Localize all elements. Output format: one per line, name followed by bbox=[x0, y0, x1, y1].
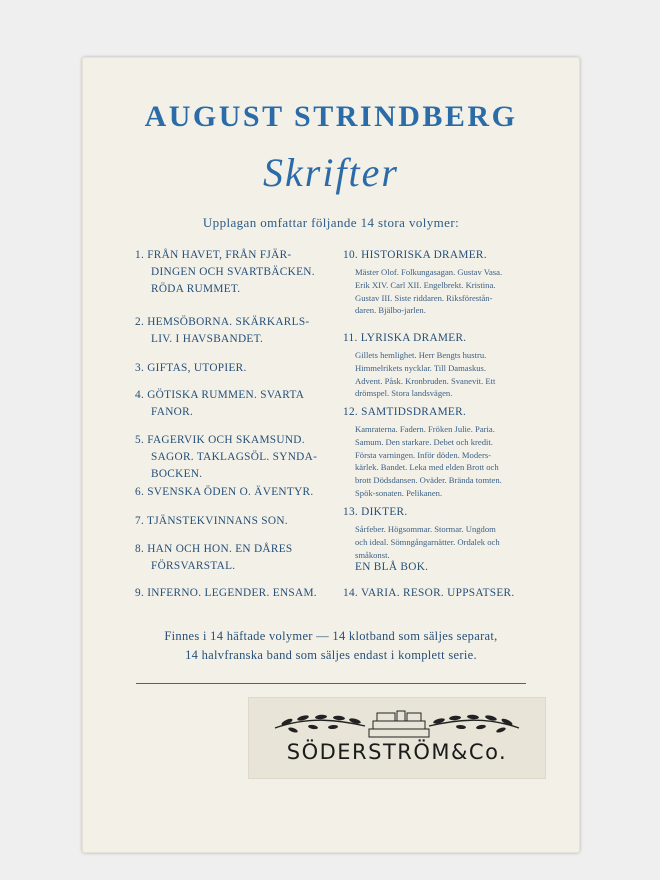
volume-title-line: FÖRSVARSTAL. bbox=[151, 560, 236, 572]
book-back-cover bbox=[82, 57, 580, 853]
edition-info-line: 14 halvfranska band som säljes endast i komplett serie. bbox=[185, 648, 477, 662]
volume-item bbox=[135, 513, 330, 530]
volume-title-line: 9. INFERNO. LEGENDER. ENSAM. bbox=[135, 587, 317, 599]
volume-item bbox=[135, 432, 330, 483]
volume-title-line: 1. FRÅN HAVET, FRÅN FJÄR- bbox=[135, 249, 292, 261]
edition-info bbox=[82, 627, 580, 665]
volume-contents bbox=[355, 266, 529, 317]
contents-line: Gillets hemlighet. Herr Bengts hustru. bbox=[355, 350, 487, 360]
intro-text: Upplagan omfattar följande 14 stora volymer: bbox=[202, 215, 460, 230]
volume-item bbox=[339, 330, 529, 400]
contents-line: Himmelrikets nycklar. Till Damaskus. bbox=[355, 362, 487, 373]
contents-line: kärlek. Bandet. Leka med elden Brott och bbox=[355, 462, 499, 473]
volume-item bbox=[135, 387, 330, 421]
volume-title-line: 3. GIFTAS, UTOPIER. bbox=[135, 362, 247, 374]
books-laurel-icon bbox=[269, 706, 525, 740]
contents-line: Gustav III. Siste riddaren. Riksförestån- bbox=[355, 292, 493, 303]
volume-title-line: 2. HEMSÖBORNA. SKÄRKARLS- bbox=[135, 316, 310, 328]
volume-item bbox=[135, 360, 330, 377]
volume-item bbox=[135, 585, 330, 602]
volume-item bbox=[339, 504, 529, 561]
series-title: Skrifter bbox=[263, 150, 399, 195]
volume-title: 12. SAMTIDSDRAMER. bbox=[343, 406, 467, 418]
contents-line: Spök-sonaten. Pelikanen. bbox=[355, 487, 443, 498]
volume-item bbox=[339, 559, 529, 576]
volume-title: 14. VARIA. RESOR. UPPSATSER. bbox=[343, 587, 515, 599]
volume-title-line: 6. SVENSKA ÖDEN O. ÄVENTYR. bbox=[135, 486, 314, 498]
contents-line: och ideal. Sömngångarnätter. Ordalek och bbox=[355, 536, 500, 547]
volume-title-line: SAGOR. TAKLAGSÖL. SYNDA- bbox=[151, 451, 318, 463]
volume-item bbox=[135, 247, 330, 298]
volume-title-line: LIV. I HAVSBANDET. bbox=[151, 333, 264, 345]
volume-item bbox=[135, 314, 330, 348]
volume-title-line: 4. GÖTISKA RUMMEN. SVARTA bbox=[135, 389, 305, 401]
volume-title-line: RÖDA RUMMET. bbox=[151, 283, 241, 295]
contents-line: daren. Bjälbo-jarlen. bbox=[355, 305, 426, 316]
volume-title: 13. DIKTER. bbox=[343, 506, 408, 518]
volume-title-line: DINGEN OCH SVARTBÄCKEN. bbox=[151, 266, 315, 278]
contents-line: Mäster Olof. Folkungasagan. Gustav Vasa. bbox=[355, 267, 503, 277]
volume-title: 11. LYRISKA DRAMER. bbox=[343, 332, 467, 344]
volume-item bbox=[339, 247, 529, 317]
edition-info-line: Finnes i 14 häftade volymer — 14 klotband som säljes separat, bbox=[164, 629, 498, 643]
contents-line: brott Dödsdansen. Oväder. Brända tomten. bbox=[355, 475, 502, 486]
volume-item bbox=[135, 484, 330, 501]
volume-title: 10. HISTORISKA DRAMER. bbox=[343, 249, 487, 261]
volume-contents bbox=[355, 423, 529, 500]
volume-contents bbox=[355, 349, 529, 400]
volume-title-line: 5. FAGERVIK OCH SKAMSUND. bbox=[135, 434, 305, 446]
contents-line: Samum. Den starkare. Debet och kredit. bbox=[355, 436, 493, 447]
volume-item bbox=[135, 541, 330, 575]
contents-line: drömspel. Stora landsvägen. bbox=[355, 388, 453, 399]
contents-line: Kamraterna. Fadern. Fröken Julie. Paria. bbox=[355, 424, 495, 434]
volume-contents bbox=[355, 523, 529, 561]
volume-item bbox=[339, 404, 529, 500]
contents-line: Advent. Påsk. Kronbruden. Svanevit. Ett bbox=[355, 375, 496, 386]
volume-title-line: 7. TJÄNSTEKVINNANS SON. bbox=[135, 515, 288, 527]
publisher-name: SÖDERSTRÖM&Co. bbox=[286, 740, 508, 764]
volume-title-line: 8. HAN OCH HON. EN DÅRES bbox=[135, 543, 293, 555]
contents-line: småkonst. bbox=[355, 549, 390, 560]
publisher-label bbox=[248, 697, 546, 779]
volume-title-line: FANOR. bbox=[151, 406, 194, 418]
volume-title: EN BLÅ BOK. bbox=[355, 561, 429, 573]
volume-item bbox=[339, 585, 529, 602]
contents-line: Erik XIV. Carl XII. Engelbrekt. Kristina. bbox=[355, 279, 496, 290]
divider bbox=[136, 683, 526, 684]
volume-title-line: BOCKEN. bbox=[151, 468, 203, 480]
contents-line: Första varningen. Inför döden. Moders- bbox=[355, 449, 492, 460]
contents-line: Sårfeber. Högsommar. Stormar. Ungdom bbox=[355, 524, 496, 534]
author-heading: AUGUST STRINDBERG bbox=[144, 100, 518, 133]
